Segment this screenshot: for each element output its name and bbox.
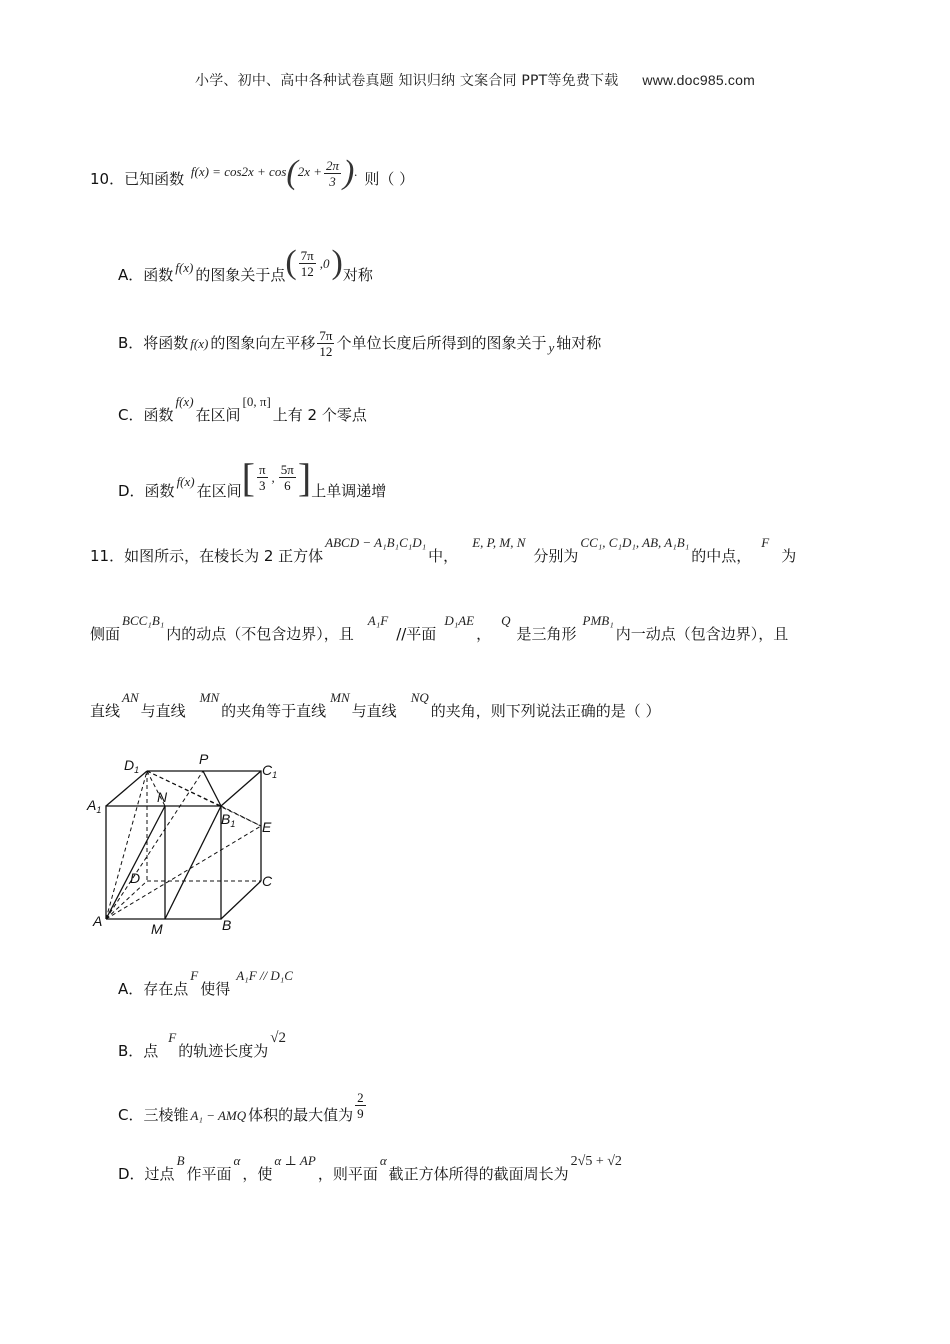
plane: D₁AE [444, 613, 475, 628]
option-text: 的图象关于点 [195, 265, 286, 284]
perimeter-expr: 2√5 + √2 [570, 1154, 622, 1169]
option-label: D．过点 [118, 1165, 175, 1183]
q11-text: 直线 [90, 702, 121, 720]
header-site: www.doc985.com [642, 72, 755, 88]
q10-formula-lhs: f(x) = cos2x + cos [190, 163, 287, 179]
option-label: C．三棱锥 [118, 1106, 189, 1124]
option-text: 的轨迹长度为 [178, 1042, 269, 1060]
face: BCC₁B₁ [122, 613, 165, 628]
line-mn: MN [199, 690, 220, 705]
option-text: 的图象向左平移 [210, 334, 316, 352]
var-f: F [761, 535, 770, 550]
label-b1: $B_1$ [221, 811, 236, 829]
option-text: 在区间 [195, 406, 241, 424]
frac-den: 3 [258, 478, 266, 493]
q10-option-a: A．函数 f(x) 的图象关于点( $\frac{7\pi}{12}$ ,0)对称 [118, 244, 373, 284]
q11-text: //平面 [396, 625, 437, 643]
sqrt-expr: √2 [270, 1030, 286, 1046]
frac-den: 6 [284, 478, 291, 493]
q11-text: 内的动点（不包含边界），且 [166, 625, 354, 643]
option-end: 对称 [342, 265, 373, 284]
fx: f(x) [175, 259, 194, 275]
var-f: F [168, 1030, 177, 1045]
q10-prefix: 10．已知函数 [90, 169, 185, 188]
label-a: A [93, 913, 103, 929]
q11-text: 中， [428, 547, 459, 565]
q11-text: 的夹角等于直线 [221, 702, 327, 720]
shift-frac [317, 328, 334, 359]
label-e: E [262, 819, 272, 835]
fx: f(x) [175, 394, 194, 409]
point-frac [299, 248, 316, 279]
line-nq: NQ [410, 690, 429, 705]
option-text: 使得 [200, 980, 231, 998]
q11-text: ， [476, 625, 492, 643]
label-n: N [157, 789, 168, 805]
label-c1: $C_1$ [262, 762, 278, 780]
q11-option-a [118, 968, 295, 999]
triangle: PMB₁ [582, 613, 614, 628]
line-a1f: A₁F [367, 613, 389, 628]
page-header [0, 70, 950, 90]
frac-num: 2 [357, 1090, 364, 1105]
label-d1: $D_1$ [124, 757, 140, 775]
label-d: D [130, 870, 141, 886]
q11-text: 分别为 [533, 547, 579, 565]
q11-text: 的中点， [691, 547, 752, 565]
var-alpha: α [233, 1153, 241, 1168]
edges: CC₁, C₁D₁, AB, A₁B₁ [580, 535, 690, 550]
cube-figure [80, 748, 280, 948]
points: E, P, M, N [472, 535, 526, 550]
fx: f(x) [176, 474, 195, 489]
q11-text: 为 [781, 547, 797, 565]
q11-text: 侧面 [90, 625, 121, 643]
frac-num: 7π [300, 247, 314, 263]
option-text: ，使 [242, 1165, 273, 1183]
label-p: P [199, 751, 209, 767]
parallel-expr: A₁F // D₁C [236, 968, 293, 983]
q10-formula-tail: . [354, 163, 358, 179]
frac-den: 12 [300, 263, 314, 279]
label-a1: $A_1$ [87, 797, 102, 815]
option-text: ，则平面 [317, 1165, 378, 1183]
cube-name: ABCD − A₁B₁C₁D₁ [325, 535, 427, 550]
q11-option-d [118, 1153, 624, 1184]
q11-option-c [118, 1090, 368, 1131]
option-end: 上有 2 个零点 [272, 406, 367, 424]
q10-suffix: 则（ ） [364, 169, 415, 188]
option-label: C．函数 [118, 406, 174, 424]
line-mn: MN [330, 690, 350, 705]
option-label: A．函数 [118, 265, 174, 284]
option-end: 上单调递增 [311, 482, 387, 500]
fx: f(x) [190, 336, 209, 351]
pyramid-expr: A₁ − AMQ [190, 1108, 247, 1123]
option-text: 个单位长度后所得到的图象关于 [336, 334, 547, 352]
option-label: D．函数 [118, 482, 175, 500]
var-alpha: α [379, 1153, 387, 1168]
option-text: 截正方体所得的截面周长为 [388, 1165, 569, 1183]
interval-frac-1 [257, 462, 268, 493]
label-c: C [262, 873, 273, 889]
line-an: AN [122, 690, 139, 705]
q11-text: 11．如图所示，在棱长为 2 正方体 [90, 547, 324, 565]
option-label: B．点 [118, 1042, 159, 1060]
label-b: B [222, 917, 232, 933]
frac-num: 2π [326, 157, 340, 173]
frac-num: 5π [280, 462, 294, 477]
point-tail: ,0 [319, 255, 330, 271]
q11-text: 与直线 [351, 702, 397, 720]
q10-stem [90, 154, 415, 198]
frac-den: 9 [357, 1106, 364, 1121]
frac-num: 7π [319, 328, 333, 343]
var-q: Q [501, 613, 511, 628]
q10-option-b [118, 328, 601, 359]
q11-option-b [118, 1030, 288, 1061]
interval: [0, π] [242, 394, 271, 409]
q11-text: 内一动点（包含边界），且 [615, 625, 789, 643]
q10-formula-paren: 2x + [297, 163, 323, 179]
option-text: 在区间 [196, 482, 242, 500]
q11-line-3 [90, 690, 661, 721]
q11-line-2 [90, 613, 789, 644]
interval-frac-2 [279, 462, 296, 493]
q11-text: 的夹角，则下列说法正确的是（ ） [430, 702, 661, 720]
option-label: A．存在点 [118, 980, 189, 998]
volume-frac [355, 1090, 366, 1121]
q10-option-d: D．函数f(x)在区间[ $\frac{\pi}{3}$ , $\frac{5\pi}{6}$ ]上单调递增 [118, 455, 387, 500]
var-f: F [190, 968, 199, 983]
option-end: 轴对称 [556, 334, 602, 352]
q11-text: 与直线 [140, 702, 186, 720]
q11-text: 是三角形 [516, 625, 577, 643]
var-b: B [176, 1153, 185, 1168]
q11-line-1 [90, 535, 797, 566]
option-text: 作平面 [186, 1165, 232, 1183]
perp-cond: α ⊥ AP [274, 1153, 316, 1168]
option-text: 体积的最大值为 [248, 1106, 354, 1124]
label-m: M [151, 921, 163, 937]
frac-den: 12 [319, 344, 333, 359]
q10-option-c [118, 390, 367, 424]
q10-formula: f(x) = cos2x + cos(2x + $\frac{2\pi}{3}$ ). [190, 154, 358, 191]
frac-den: 3 [329, 173, 336, 189]
y-var: y [548, 340, 555, 355]
frac-num: π [258, 462, 266, 477]
header-text: 小学、初中、高中各种试卷真题 知识归纳 文案合同 PPT等免费下载 [195, 73, 619, 89]
q10-formula-frac [324, 158, 341, 189]
option-label: B．将函数 [118, 334, 189, 352]
